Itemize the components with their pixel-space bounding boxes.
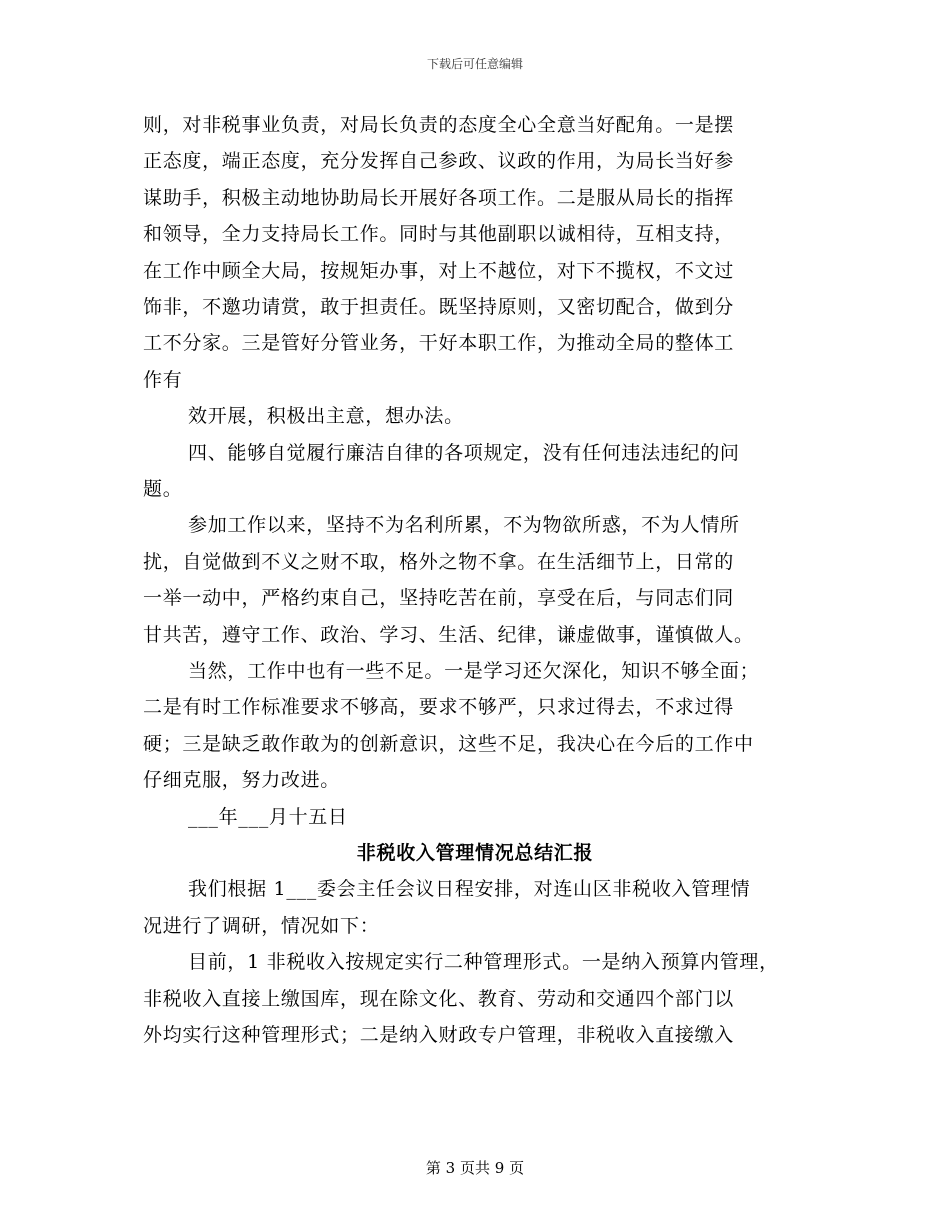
text-line: 则，对非税事业负责，对局长负责的态度全心全意当好配角。一是摆 [143, 114, 735, 136]
text-line: 效开展，积极出主意，想办法。 [188, 405, 464, 428]
text-line: 外均实行这种管理形式；二是纳入财政专户管理，非税收入直接缴入 [143, 1024, 735, 1046]
text-line: 四、能够自觉履行廉洁自律的各项规定，没有任何违法违纪的问 [188, 441, 740, 464]
page-header: 下载后可任意编辑 [426, 57, 523, 71]
text-line: 和领导，全力支持局长工作。同时与其他副职以诚相待，互相支持， [143, 223, 735, 246]
text-line: 非税收入直接上缴国库，现在除文化、教育、劳动和交通四个部门以 [143, 987, 735, 1010]
page-footer: 第 3 页共 9 页 [425, 1159, 525, 1177]
text-line: 参加工作以来，坚持不为名利所累，不为物欲所惑，不为人情所 [188, 514, 740, 537]
text-line: 况进行了调研，情况如下： [143, 914, 380, 937]
text-line: ___年___月十五日 [188, 805, 348, 828]
text-line: 当然，工作中也有一些不足。一是学习还欠深化，知识不够全面； [188, 660, 760, 682]
text-line: 正态度，端正态度，充分发挥自己参政、议政的作用，为局长当好参 [143, 150, 735, 173]
text-line: 题。 [143, 478, 183, 500]
text-line: 仔细克服，努力改进。 [143, 769, 341, 792]
text-line: 目前，1 非税收入按规定实行二种管理形式。一是纳入预算内管理， [188, 951, 779, 974]
text-line: 硬；三是缺乏敢作敢为的创新意识，这些不足，我决心在今后的工作中 [143, 732, 754, 755]
text-line: 工不分家。三是管好分管业务，干好本职工作，为推动全局的整体工 [143, 332, 735, 355]
text-line: 我们根据 1___委会主任会议日程安排，对连山区非税收入管理情 [188, 878, 751, 901]
text-line: 二是有时工作标准要求不够高，要求不够严，只求过得去，不求过得 [143, 696, 735, 719]
text-line: 一举一动中，严格约束自己，坚持吃苦在前，享受在后，与同志们同 [143, 587, 735, 610]
text-line: 谋助手，积极主动地协助局长开展好各项工作。二是服从局长的指挥 [143, 186, 735, 209]
text-line: 饰非，不邀功请赏，敢于担责任。既坚持原则，又密切配合，做到分 [143, 296, 735, 318]
text-line: 在工作中顾全大局，按规矩办事，对上不越位，对下不揽权，不文过 [143, 259, 735, 282]
text-line: 甘共苦，遵守工作、政治、学习、生活、纪律，谦虚做事，谨慎做人。 [143, 623, 754, 646]
section-title: 非税收入管理情况总结汇报 [356, 842, 594, 864]
text-line: 扰，自觉做到不义之财不取，格外之物不拿。在生活细节上，日常的 [143, 550, 735, 573]
text-line: 作有 [143, 368, 183, 391]
